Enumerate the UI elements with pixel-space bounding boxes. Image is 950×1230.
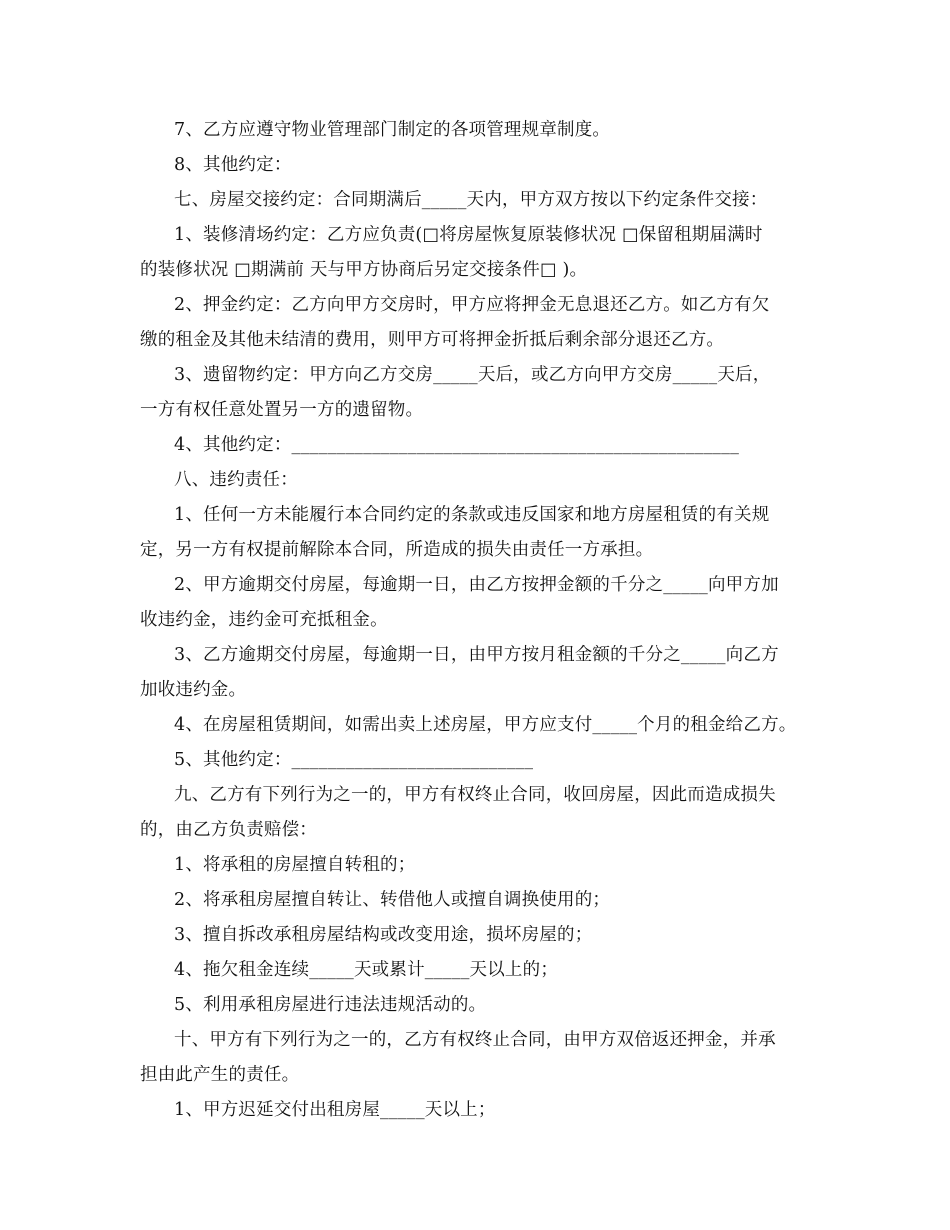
clause-8-2-line2: 收违约金，违约金可充抵租金。	[140, 610, 388, 630]
clause-7-1-line2: 的装修状况 □期满前 天与甲方协商后另定交接条件□ )。	[140, 260, 588, 280]
clause-9-1: 1、将承租的房屋擅自转租的；	[174, 855, 416, 875]
clause-9-5: 5、利用承租房屋进行违法违规活动的。	[174, 995, 487, 1015]
clause-7-2-line1: 2、押金约定：乙方向甲方交房时，甲方应将押金无息退还乙方。如乙方有欠	[174, 295, 770, 315]
section-9-heading-line2: 的，由乙方负责赔偿：	[140, 820, 317, 840]
clause-7-2-line2: 缴的租金及其他未结清的费用，则甲方可将押金折抵后剩余部分退还乙方。	[140, 330, 725, 350]
clause-8-1-line1: 1、任何一方未能履行本合同约定的条款或违反国家和地方房屋租赁的有关规	[174, 505, 770, 525]
clause-7-3-line1: 3、遗留物约定：甲方向乙方交房_____天后，或乙方向甲方交房_____天后，	[174, 365, 771, 385]
clause-8-3-line1: 3、乙方逾期交付房屋，每逾期一日，由甲方按月租金额的千分之_____向乙方	[174, 645, 779, 665]
clause-8-3-line2: 加收违约金。	[140, 680, 247, 700]
clause-9-3: 3、擅自拆改承租房屋结构或改变用途，损坏房屋的；	[174, 925, 593, 945]
section-7-heading: 七、房屋交接约定：合同期满后_____天内，甲方双方按以下约定条件交接：	[174, 190, 768, 210]
clause-8-2-line1: 2、甲方逾期交付房屋，每逾期一日，由乙方按押金额的千分之_____向甲方加	[174, 575, 779, 595]
clause-8-5: 5、其他约定：___________________________	[174, 750, 534, 770]
section-10-heading-line2: 担由此产生的责任。	[140, 1065, 300, 1085]
clause-7-6-8: 8、其他约定：	[174, 155, 292, 175]
section-9-heading-line1: 九、乙方有下列行为之一的，甲方有权终止合同，收回房屋，因此而造成损失	[174, 785, 776, 805]
clause-9-4: 4、拖欠租金连续_____天或累计_____天以上的；	[174, 960, 559, 980]
clause-7-6-7: 7、乙方应遵守物业管理部门制定的各项管理规章制度。	[174, 120, 611, 140]
clause-7-3-line2: 一方有权任意处置另一方的遗留物。	[140, 400, 424, 420]
clause-7-1-line1: 1、装修清场约定：乙方应负责(□将房屋恢复原装修状况 □保留租期届满时	[174, 225, 763, 245]
section-10-heading-line1: 十、甲方有下列行为之一的，乙方有权终止合同，由甲方双倍返还押金，并承	[174, 1030, 776, 1050]
clause-7-4: 4、其他约定：__________________________________________________	[174, 435, 740, 455]
clause-10-1: 1、甲方迟延交付出租房屋_____天以上；	[174, 1100, 496, 1120]
clause-9-2: 2、将承租房屋擅自转让、转借他人或擅自调换使用的；	[174, 890, 611, 910]
clause-8-1-line2: 定，另一方有权提前解除本合同，所造成的损失由责任一方承担。	[140, 540, 654, 560]
section-8-heading: 八、违约责任：	[174, 470, 298, 490]
clause-8-4: 4、在房屋租赁期间，如需出卖上述房屋，甲方应支付_____个月的租金给乙方。	[174, 715, 797, 735]
